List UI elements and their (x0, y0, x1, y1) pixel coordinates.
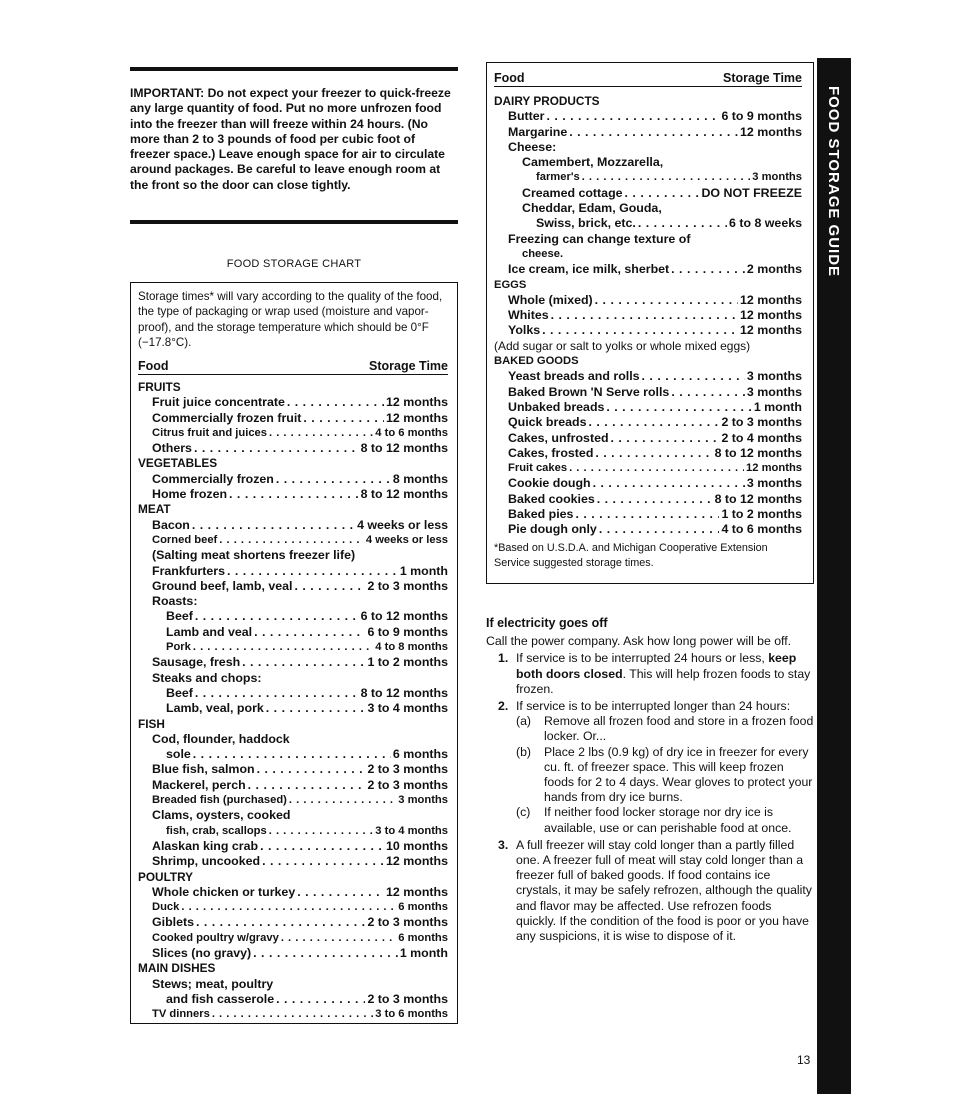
storage-time: 3 months (746, 369, 802, 384)
food-name: Ice cream, ice milk, sherbet (508, 262, 670, 277)
food-row (494, 431, 802, 446)
dot-leader (196, 915, 365, 930)
food-row (138, 426, 448, 441)
food-category: EGGS (494, 278, 527, 291)
food-subheading: Cod, flounder, haddock (152, 731, 290, 746)
step-2 (486, 699, 814, 836)
food-row (138, 411, 448, 426)
electricity-intro: Call the power company. Ask how long power will be off. (486, 634, 792, 649)
dot-leader (194, 441, 359, 456)
food-row (494, 507, 802, 522)
food-row (138, 441, 448, 456)
food-name: Commercially frozen fruit (152, 410, 302, 425)
storage-time: 12 months (740, 308, 802, 323)
storage-time: 12 months (746, 462, 802, 475)
food-row (494, 385, 802, 400)
food-name: Whole (mixed) (508, 292, 593, 307)
food-subheading: Clams, oysters, cooked (152, 808, 291, 823)
dot-leader (671, 262, 745, 277)
option-label: (b) (516, 744, 532, 759)
food-row (494, 170, 802, 185)
electricity-heading: If electricity goes off (486, 616, 608, 630)
column-food: Food (138, 359, 169, 373)
storage-time: 2 to 3 months (367, 915, 448, 930)
food-name: Unbaked breads (508, 399, 605, 414)
page-number: 13 (797, 1053, 811, 1067)
column-food: Food (494, 71, 525, 85)
storage-time: 6 months (398, 931, 448, 944)
dot-leader (289, 793, 396, 808)
food-row (138, 931, 448, 946)
dot-leader (281, 931, 396, 946)
storage-time: 1 month (399, 945, 448, 960)
storage-time: 12 months (740, 292, 802, 307)
food-row (494, 522, 802, 537)
food-row (138, 533, 448, 548)
step-number: 2. (498, 699, 509, 714)
right-food-list (494, 94, 802, 538)
dot-leader (589, 415, 720, 430)
food-row (494, 369, 802, 384)
food-name: Citrus fruit and juices (152, 426, 267, 439)
dot-leader (276, 992, 365, 1007)
storage-time: 8 to 12 months (714, 445, 802, 460)
food-row (138, 487, 448, 502)
food-name: Cooked poultry w/gravy (152, 931, 279, 944)
food-name: Ground beef, lamb, veal (152, 578, 293, 593)
storage-chart-right (486, 62, 814, 584)
food-subheading: (Salting meat shortens freezer life) (152, 548, 356, 563)
food-category: MAIN DISHES (138, 961, 216, 976)
chart-title: FOOD STORAGE CHART (226, 258, 362, 270)
storage-time: 2 to 3 months (721, 415, 802, 430)
chart-intro: Storage times* will vary according to the quality of the food, the type of packaging or wrap used (moisture and vapor-proof), and the storage temperature which should be 0°F (−17.8°C). (138, 290, 443, 349)
food-name: Yeast breads and rolls (508, 369, 640, 384)
food-row (138, 655, 448, 670)
mid-rule-left (130, 220, 458, 224)
food-row (138, 579, 448, 594)
storage-time: 2 months (746, 262, 802, 277)
chart-column-header-right (494, 71, 802, 87)
dot-leader (219, 533, 364, 548)
option-text: Remove all frozen food and store in a frozen food locker. Or... (544, 714, 814, 744)
storage-time: 6 months (392, 747, 448, 762)
storage-time: 2 to 3 months (367, 578, 448, 593)
food-row (494, 109, 802, 124)
step-text: If service is to be interrupted 24 hours or less, (516, 651, 769, 666)
option-label: (a) (516, 714, 532, 729)
dot-leader (254, 625, 365, 640)
dot-leader (551, 308, 738, 323)
food-name: Cakes, unfrosted (508, 430, 609, 445)
dot-leader (248, 778, 366, 793)
food-name: Beef (166, 685, 193, 700)
food-row (494, 308, 802, 323)
food-category: DAIRY PRODUCTS (494, 94, 600, 108)
storage-time: 12 months (386, 884, 448, 899)
top-rule-left (130, 67, 458, 71)
food-row (494, 476, 802, 491)
dot-leader (269, 426, 373, 441)
dot-leader (575, 507, 719, 522)
dot-leader (294, 579, 365, 594)
food-row (138, 900, 448, 915)
food-subheading: Steaks and chops: (152, 670, 262, 685)
dot-leader (582, 170, 751, 185)
dot-leader (638, 216, 727, 231)
dot-leader (569, 461, 744, 476)
dot-leader (542, 323, 738, 338)
food-row (494, 400, 802, 415)
storage-time: 2 to 3 months (367, 777, 448, 792)
food-row (138, 839, 448, 854)
step-text: A full freezer will stay cold longer than a partly filled one. A freezer full of meat will stay cold longer than a freezer full of baked goods. If food contains ice crystals, it may be safely refrozen, although the quality and flavor may be affected. Use refrozen foods quickly. If the condition of the food is poor or you have any suspicions, it is wise to dispose of it. (516, 837, 812, 944)
storage-time: 3 to 4 months (367, 701, 448, 716)
food-name: sole (166, 747, 191, 762)
food-name: Alaskan king crab (152, 838, 259, 853)
food-row (138, 747, 448, 762)
food-name: Shrimp, uncooked (152, 854, 261, 869)
food-row (138, 793, 448, 808)
food-name: Others (152, 441, 192, 456)
food-name: and fish casserole (166, 991, 275, 1006)
food-row (494, 415, 802, 430)
food-name: Frankfurters (152, 563, 225, 578)
storage-time: 1 month (753, 399, 802, 414)
food-name: Pie dough only (508, 522, 597, 537)
food-name: Baked pies (508, 507, 574, 522)
food-name: Pork (166, 641, 191, 654)
storage-time: 12 months (740, 323, 802, 338)
food-name: Mackerel, perch (152, 777, 246, 792)
food-name: Lamb and veal (166, 624, 253, 639)
footnote: *Based on U.S.D.A. and Michigan Cooperative Extension Service suggested storage times. (494, 542, 768, 569)
dot-leader (597, 492, 713, 507)
food-row (138, 946, 448, 961)
food-subheading: Cheese: (508, 139, 557, 154)
storage-time: 12 months (386, 395, 448, 410)
food-category: FISH (138, 716, 165, 731)
food-row (138, 472, 448, 487)
food-name: Breaded fish (purchased) (152, 794, 287, 807)
dot-leader (193, 747, 391, 762)
storage-time: 4 to 6 months (375, 426, 448, 439)
food-row (138, 824, 448, 839)
storage-time: 3 months (752, 171, 802, 184)
food-name: Giblets (152, 915, 194, 930)
food-subheading: cheese. (522, 247, 564, 260)
food-row (494, 216, 802, 231)
storage-time: 2 to 3 months (367, 762, 448, 777)
storage-time: 1 month (399, 563, 448, 578)
food-row (138, 885, 448, 900)
food-category: MEAT (138, 502, 171, 517)
food-name: fish, crab, scallops (166, 824, 267, 837)
step-text: . This will help frozen foods to stay frozen. (516, 666, 811, 696)
step-number: 1. (498, 651, 509, 666)
storage-time: 3 to 4 months (375, 824, 448, 837)
dot-leader (671, 385, 745, 400)
dot-leader (242, 655, 365, 670)
dot-leader (195, 686, 359, 701)
dot-leader (276, 472, 391, 487)
storage-time: 12 months (740, 124, 802, 139)
dot-leader (303, 411, 384, 426)
food-row (494, 492, 802, 507)
storage-time: 8 months (392, 471, 448, 486)
chart-column-header (138, 359, 448, 375)
food-row (138, 701, 448, 716)
dot-leader (595, 446, 712, 461)
dot-leader (593, 476, 745, 491)
food-name: Bacon (152, 517, 190, 532)
step-emphasis: keep both doors closed (516, 651, 797, 681)
food-subheading: Roasts: (152, 594, 198, 609)
dot-leader (287, 395, 384, 410)
dot-leader (595, 293, 738, 308)
food-row (138, 640, 448, 655)
storage-time: 1 to 2 months (721, 507, 802, 522)
electricity-section (486, 616, 814, 946)
food-name: Beef (166, 609, 193, 624)
food-name: Butter (508, 109, 545, 124)
storage-time: 12 months (386, 854, 448, 869)
storage-time: 6 to 12 months (360, 609, 448, 624)
dot-leader (546, 109, 719, 124)
storage-time: 4 weeks or less (357, 517, 448, 532)
food-name: Yolks (508, 323, 541, 338)
option-text: Place 2 lbs (0.9 kg) of dry ice in freezer for every cu. ft. of freezer space. This will keep frozen foods for 2 to 4 days. Wear gloves to protect your hands from dry ice burns. (544, 744, 813, 805)
dot-leader (257, 762, 366, 777)
food-row (138, 609, 448, 624)
storage-time: 8 to 12 months (360, 441, 448, 456)
dot-leader (266, 701, 366, 716)
dot-leader (227, 564, 398, 579)
food-name: Lamb, veal, pork (166, 701, 264, 716)
food-row (138, 915, 448, 930)
food-row (138, 778, 448, 793)
column-storage-time: Storage Time (723, 71, 802, 85)
food-subheading: Cheddar, Edam, Gouda, (522, 201, 662, 216)
dot-leader (192, 518, 355, 533)
food-row (494, 461, 802, 476)
food-row (138, 564, 448, 579)
dot-leader (606, 400, 751, 415)
food-row (138, 854, 448, 869)
dot-leader (262, 854, 384, 869)
storage-time: 4 to 6 months (721, 522, 802, 537)
food-category: BAKED GOODS (494, 355, 579, 368)
storage-time: 8 to 12 months (360, 685, 448, 700)
food-name: Swiss, brick, etc. (536, 216, 636, 231)
food-name: Margarine (508, 124, 568, 139)
food-row (138, 686, 448, 701)
food-name: Home frozen (152, 487, 228, 502)
dot-leader (569, 125, 738, 140)
storage-time: 3 months (746, 384, 802, 399)
storage-time: 8 to 12 months (360, 487, 448, 502)
food-note: (Add sugar or salt to yolks or whole mixed eggs) (494, 338, 751, 353)
option-c (516, 805, 814, 835)
food-name: Whole chicken or turkey (152, 884, 296, 899)
food-name: Corned beef (152, 533, 218, 546)
food-row (494, 293, 802, 308)
storage-time: 8 to 12 months (714, 491, 802, 506)
storage-time: 3 to 6 months (375, 1008, 448, 1021)
food-name: Sausage, fresh (152, 655, 241, 670)
dot-leader (212, 1007, 373, 1022)
food-name: Creamed cottage (522, 185, 623, 200)
step-text: If service is to be interrupted longer than 24 hours: (516, 699, 791, 714)
food-subheading: Stews; meat, poultry (152, 976, 274, 991)
food-name: Baked cookies (508, 491, 595, 506)
storage-time: 4 to 8 months (375, 641, 448, 654)
dot-leader (181, 900, 396, 915)
column-storage-time: Storage Time (369, 359, 448, 373)
food-name: Duck (152, 901, 180, 914)
food-row (138, 625, 448, 640)
food-row (138, 762, 448, 777)
option-b (516, 745, 814, 806)
storage-time: 6 to 8 weeks (728, 216, 802, 231)
food-subheading: Camembert, Mozzarella, (522, 155, 664, 170)
storage-time: 3 months (746, 476, 802, 491)
important-note: IMPORTANT: Do not expect your freezer to quick-freeze any large quantity of food. Put no more unfrozen food into the freezer than will freeze within 24 hours. (No more than 2 to 3 pounds of food per cubic foot of freezer space.) Leave enough space for air to circulate around packages. Be careful to leave enough room at the front so the door can close tightly. (130, 86, 451, 192)
food-name: Commercially frozen (152, 471, 274, 486)
option-a (516, 714, 814, 744)
food-category: VEGETABLES (138, 456, 218, 471)
electricity-steps (486, 651, 814, 944)
food-row (138, 518, 448, 533)
storage-chart-left (130, 282, 458, 1024)
step-1 (486, 651, 814, 697)
storage-time: 3 months (398, 794, 448, 807)
storage-time: 2 to 4 months (721, 430, 802, 445)
food-name: Slices (no gravy) (152, 945, 252, 960)
storage-time: 6 to 9 months (721, 109, 802, 124)
storage-time: 1 to 2 months (367, 655, 448, 670)
option-label: (c) (516, 805, 531, 820)
food-row (494, 262, 802, 277)
storage-time: 12 months (386, 410, 448, 425)
option-text: If neither food locker storage nor dry ice is available, use or can perishable food at once. (544, 805, 792, 835)
food-row (494, 186, 802, 201)
storage-time: 6 to 9 months (367, 624, 448, 639)
dot-leader (611, 431, 720, 446)
food-row (138, 992, 448, 1007)
sidebar-label: FOOD STORAGE GUIDE (825, 85, 843, 277)
food-name: Cakes, frosted (508, 445, 594, 460)
food-name: TV dinners (152, 1008, 210, 1021)
dot-leader (195, 609, 359, 624)
dot-leader (625, 186, 700, 201)
food-name: farmer's (536, 171, 580, 184)
food-name: Baked Brown 'N Serve rolls (508, 384, 670, 399)
food-row (138, 395, 448, 410)
storage-time: 10 months (386, 838, 448, 853)
food-name: Fruit cakes (508, 462, 568, 475)
dot-leader (642, 369, 745, 384)
dot-leader (269, 824, 374, 839)
food-subheading: Freezing can change texture of (508, 231, 691, 246)
food-row (138, 1007, 448, 1022)
step-number: 3. (498, 837, 509, 852)
dot-leader (193, 640, 373, 655)
section-sidebar-tab (817, 58, 851, 1094)
food-name: Cookie dough (508, 476, 591, 491)
food-category: POULTRY (138, 869, 194, 884)
storage-time: 2 to 3 months (367, 991, 448, 1006)
dot-leader (253, 946, 398, 961)
food-name: Fruit juice concentrate (152, 395, 285, 410)
food-category: FRUITS (138, 380, 181, 394)
storage-time: 6 months (398, 901, 448, 914)
food-name: Whites (508, 308, 549, 323)
dot-leader (599, 522, 720, 537)
step-3 (486, 838, 814, 944)
food-row (494, 323, 802, 338)
left-food-list (138, 380, 448, 1022)
food-row (494, 125, 802, 140)
food-name: Blue fish, salmon (152, 762, 255, 777)
storage-time: DO NOT FREEZE (701, 185, 802, 200)
storage-time: 4 weeks or less (365, 533, 448, 546)
food-name: Quick breads (508, 415, 587, 430)
dot-leader (297, 885, 384, 900)
food-row (494, 446, 802, 461)
dot-leader (260, 839, 384, 854)
dot-leader (229, 487, 359, 502)
